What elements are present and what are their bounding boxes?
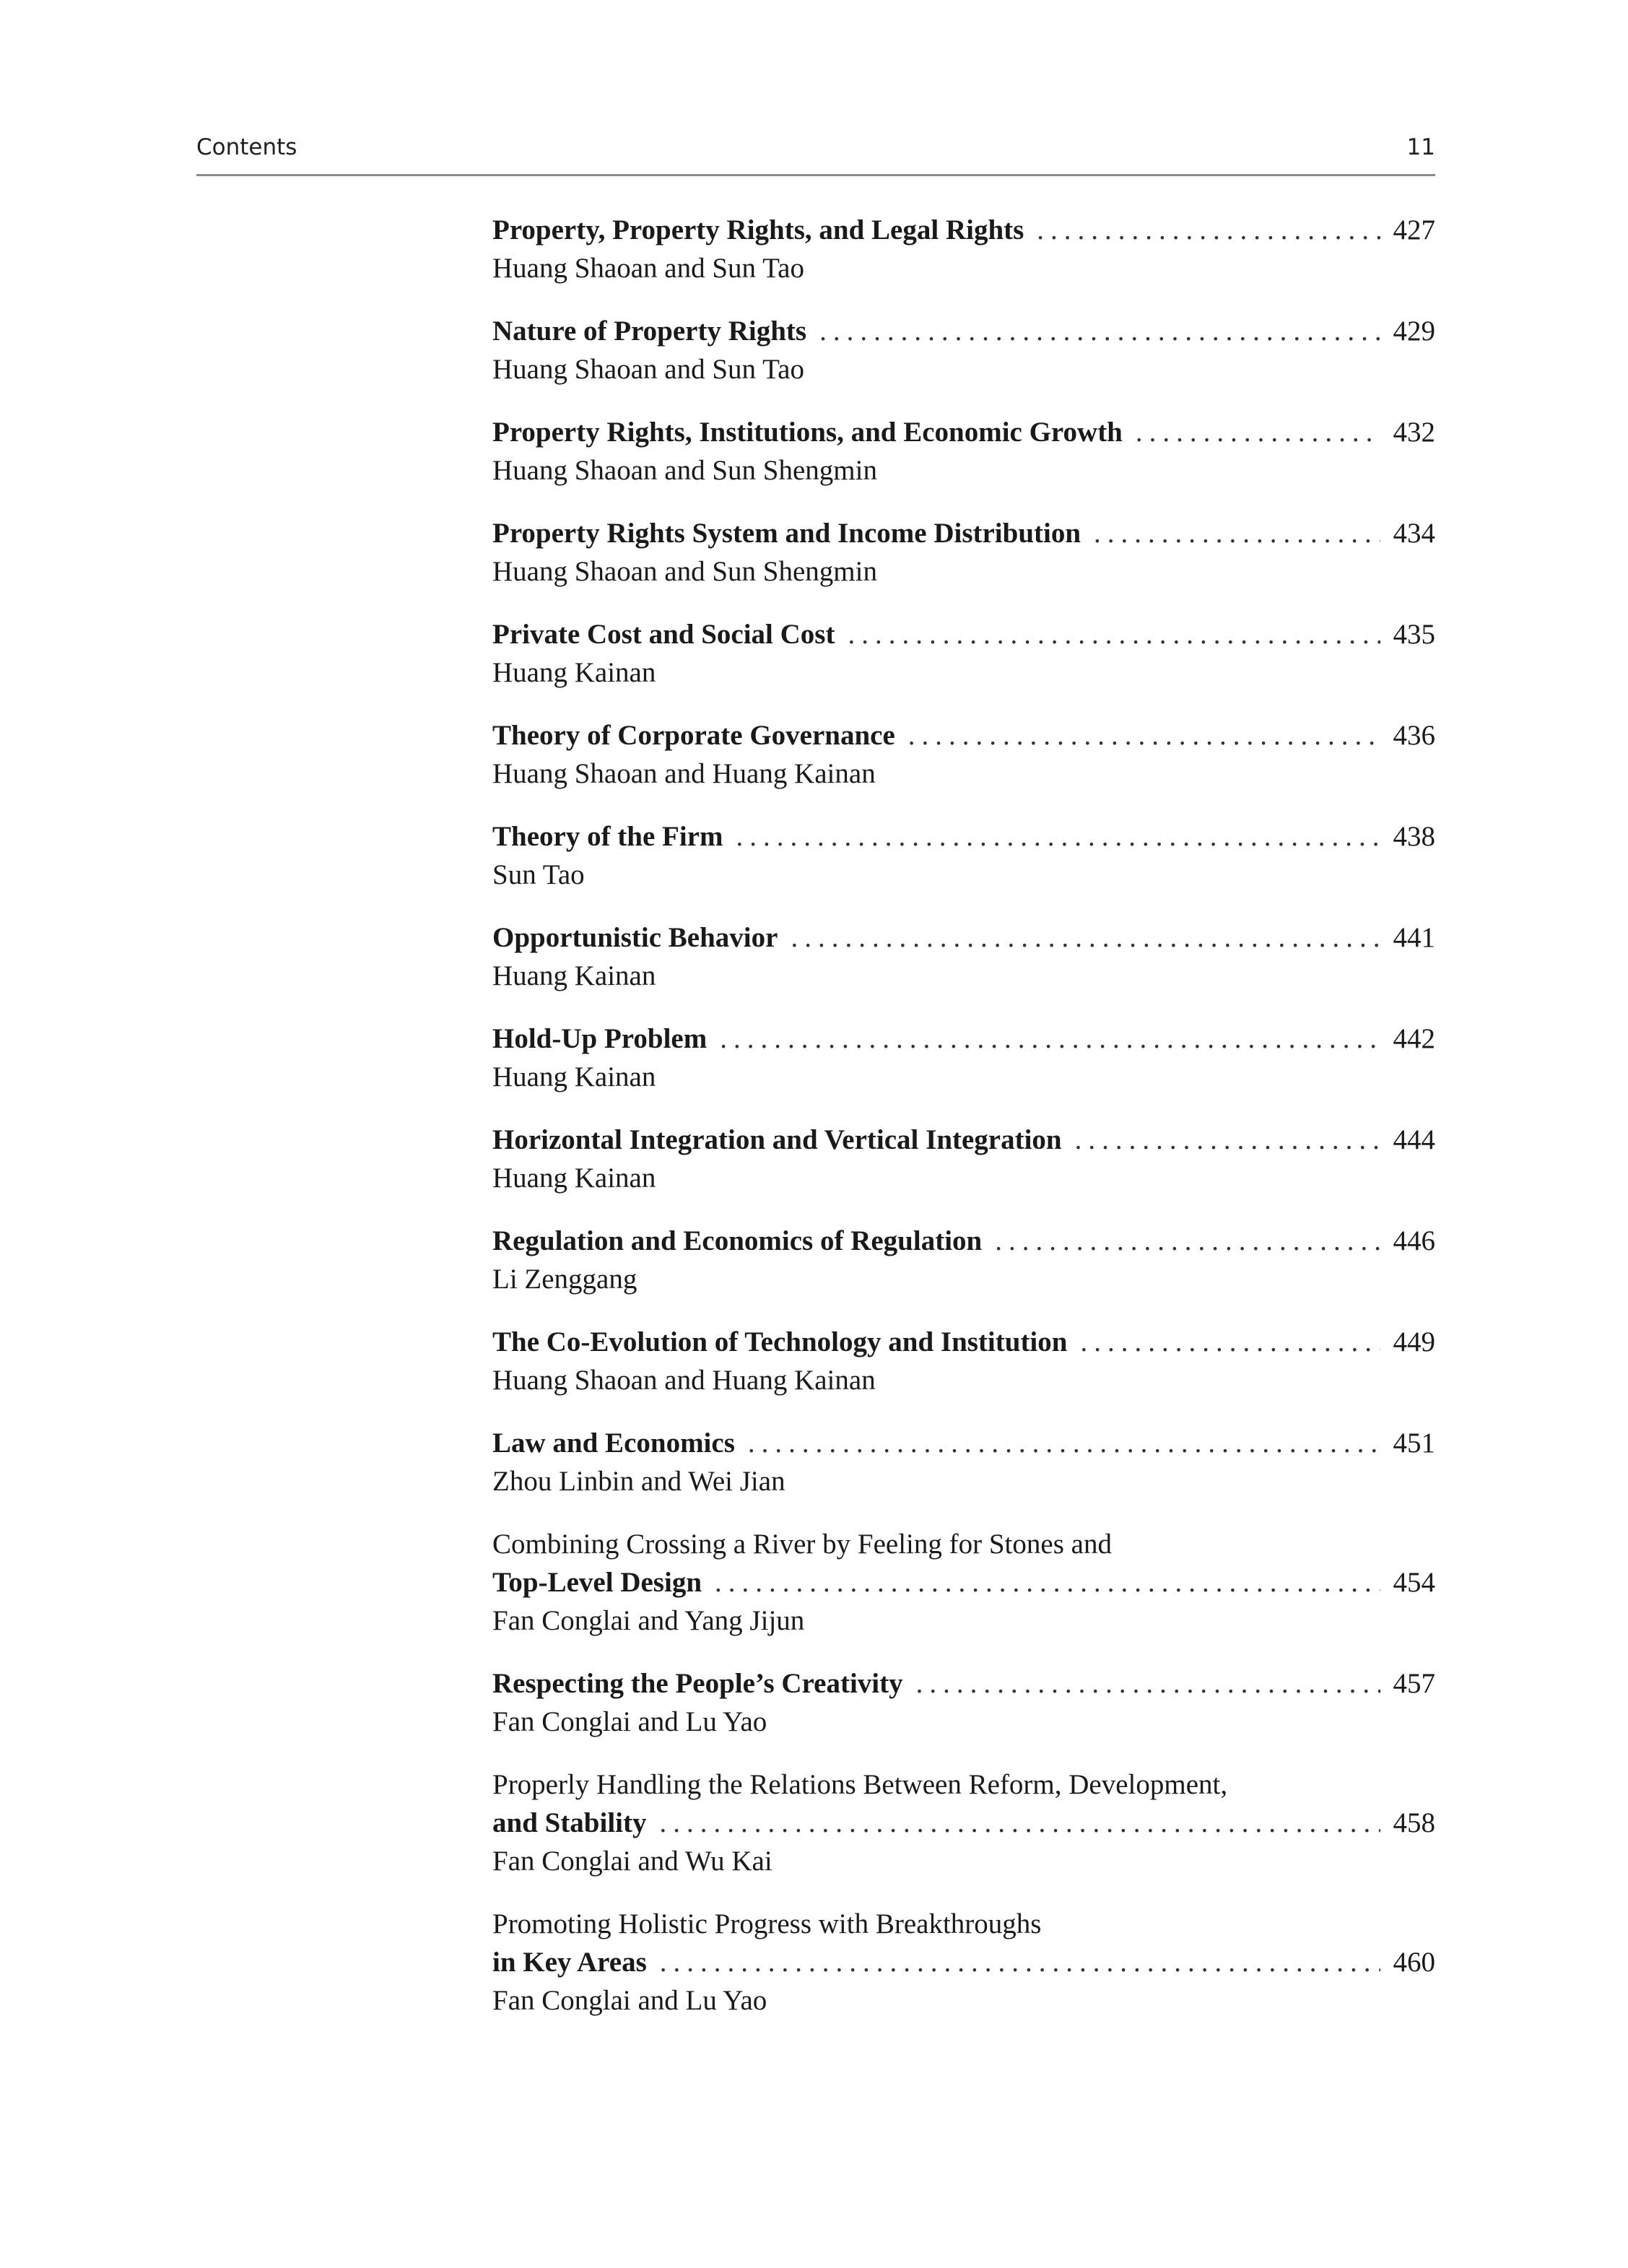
toc-entry-page[interactable]: 427	[1393, 214, 1435, 246]
toc-title-line	[492, 1664, 1435, 1703]
toc-entry-title[interactable]: Theory of Corporate Governance	[492, 720, 895, 751]
toc-entry-page[interactable]: 460	[1393, 1947, 1435, 1978]
toc-entry-title[interactable]: Property, Property Rights, and Legal Rights	[492, 214, 1024, 246]
toc-entry-title-first-line[interactable]: Combining Crossing a River by Feeling for Stones and	[492, 1529, 1112, 1560]
toc-entry-title[interactable]: Law and Economics	[492, 1428, 735, 1459]
running-head-title: Contents	[196, 134, 297, 160]
toc-title-line	[492, 1563, 1435, 1602]
toc-entry-authors: Huang Shaoan and Huang Kainan	[492, 1365, 876, 1396]
toc-entry-title[interactable]: Horizontal Integration and Vertical Integration	[492, 1124, 1062, 1155]
toc-entry[interactable]	[492, 312, 1435, 388]
toc-entry-authors: Fan Conglai and Wu Kai	[492, 1846, 772, 1877]
dot-leader	[1094, 514, 1380, 552]
toc-entry-page[interactable]: 449	[1393, 1326, 1435, 1357]
toc-entry-title-first-line[interactable]: Promoting Holistic Progress with Breakthroughs	[492, 1908, 1042, 1939]
toc-entry-page[interactable]: 441	[1393, 922, 1435, 953]
toc-entry[interactable]	[492, 1121, 1435, 1197]
toc-entry[interactable]	[492, 1525, 1435, 1640]
toc-entry-title[interactable]: Nature of Property Rights	[492, 316, 807, 347]
toc-entry[interactable]	[492, 1664, 1435, 1741]
toc-entry-page[interactable]: 458	[1393, 1807, 1435, 1838]
toc-title-line	[492, 1943, 1435, 1981]
toc-entry-authors: Li Zenggang	[492, 1264, 637, 1295]
toc-title-line	[492, 312, 1435, 350]
toc-entry-authors: Huang Shaoan and Sun Shengmin	[492, 455, 877, 486]
toc-entry[interactable]	[492, 1765, 1435, 1880]
toc-entry-authors: Huang Kainan	[492, 960, 656, 991]
toc-entry[interactable]	[492, 1905, 1435, 2020]
toc-entry[interactable]	[492, 716, 1435, 793]
toc-entry-page[interactable]: 436	[1393, 720, 1435, 751]
toc-entry-authors: Huang Shaoan and Sun Tao	[492, 253, 804, 284]
dot-leader	[720, 1020, 1380, 1058]
dot-leader	[1075, 1121, 1380, 1159]
toc-title-line	[492, 615, 1435, 653]
toc-entry-authors: Huang Shaoan and Sun Tao	[492, 354, 804, 385]
toc-entry[interactable]	[492, 514, 1435, 591]
toc-entry-authors: Fan Conglai and Lu Yao	[492, 1706, 767, 1737]
toc-entry-authors: Huang Shaoan and Huang Kainan	[492, 758, 876, 789]
toc-entry-page[interactable]: 451	[1393, 1428, 1435, 1459]
dot-leader	[748, 1424, 1380, 1462]
toc-entry[interactable]	[492, 1323, 1435, 1399]
toc-title-line	[492, 1020, 1435, 1058]
toc-entry[interactable]	[492, 1424, 1435, 1500]
toc-entry-title[interactable]: Private Cost and Social Cost	[492, 619, 835, 650]
toc-entry-title[interactable]: The Co-Evolution of Technology and Institution	[492, 1326, 1068, 1357]
toc-title-line	[492, 1323, 1435, 1361]
header-rule	[196, 174, 1435, 176]
dot-leader	[736, 817, 1380, 856]
toc-entry-page[interactable]: 446	[1393, 1225, 1435, 1256]
toc-entry-page[interactable]: 457	[1393, 1668, 1435, 1699]
dot-leader	[660, 1804, 1381, 1842]
toc-entry-title[interactable]: Regulation and Economics of Regulation	[492, 1225, 983, 1256]
toc-entry-authors: Huang Kainan	[492, 657, 656, 688]
toc-entry[interactable]	[492, 1222, 1435, 1298]
toc-entry-page[interactable]: 454	[1393, 1567, 1435, 1598]
toc-entry-title[interactable]: Opportunistic Behavior	[492, 922, 778, 953]
toc-entry-title[interactable]: Property Rights System and Income Distribution	[492, 518, 1081, 549]
dot-leader	[916, 1664, 1380, 1703]
toc-entry-title[interactable]: Top-Level Design	[492, 1567, 702, 1598]
toc-title-line	[492, 918, 1435, 957]
toc-entry-title-first-line[interactable]: Properly Handling the Relations Between Reform, Development,	[492, 1769, 1228, 1800]
toc-entry-title[interactable]: Respecting the People’s Creativity	[492, 1668, 903, 1699]
dot-leader	[848, 615, 1380, 653]
toc-entry-page[interactable]: 434	[1393, 518, 1435, 549]
dot-leader	[819, 312, 1380, 350]
toc-title-line	[492, 817, 1435, 856]
toc-entry[interactable]	[492, 211, 1435, 287]
dot-leader	[908, 716, 1380, 755]
toc-entry-page[interactable]: 429	[1393, 316, 1435, 347]
toc-title-line	[492, 514, 1435, 552]
toc-entry-page[interactable]: 442	[1393, 1023, 1435, 1054]
toc-entry-page[interactable]: 432	[1393, 417, 1435, 448]
table-of-contents	[492, 211, 1435, 2044]
toc-entry-page[interactable]: 435	[1393, 619, 1435, 650]
dot-leader	[1037, 211, 1380, 249]
toc-entry-title[interactable]: Theory of the Firm	[492, 821, 723, 852]
toc-entry-authors: Zhou Linbin and Wei Jian	[492, 1466, 785, 1497]
toc-entry[interactable]	[492, 413, 1435, 490]
toc-title-line	[492, 1804, 1435, 1842]
toc-entry-title[interactable]: in Key Areas	[492, 1947, 647, 1978]
toc-title-line	[492, 1121, 1435, 1159]
toc-entry-title[interactable]: Property Rights, Institutions, and Economic Growth	[492, 417, 1123, 448]
dot-leader	[715, 1563, 1380, 1602]
toc-title-line	[492, 1222, 1435, 1260]
dot-leader	[1080, 1323, 1380, 1361]
toc-entry-authors: Sun Tao	[492, 859, 585, 890]
dot-leader	[995, 1222, 1380, 1260]
toc-entry-authors: Fan Conglai and Yang Jijun	[492, 1605, 805, 1636]
dot-leader	[791, 918, 1380, 957]
toc-entry[interactable]	[492, 1020, 1435, 1096]
dot-leader	[1136, 413, 1380, 451]
toc-entry-authors: Huang Shaoan and Sun Shengmin	[492, 556, 877, 587]
dot-leader	[660, 1943, 1380, 1981]
toc-entry-authors: Fan Conglai and Lu Yao	[492, 1985, 767, 2016]
toc-entry[interactable]	[492, 918, 1435, 995]
running-head	[196, 130, 1435, 166]
running-head-page-number: 11	[1406, 134, 1435, 160]
toc-entry-title[interactable]: Hold-Up Problem	[492, 1023, 708, 1054]
toc-entry-page[interactable]: 444	[1393, 1124, 1435, 1155]
toc-entry-title[interactable]: and Stability	[492, 1807, 647, 1838]
toc-title-line	[492, 211, 1435, 249]
toc-entry[interactable]	[492, 615, 1435, 692]
toc-entry-authors: Huang Kainan	[492, 1163, 656, 1194]
toc-entry[interactable]	[492, 817, 1435, 894]
toc-entry-page[interactable]: 438	[1393, 821, 1435, 852]
toc-title-line	[492, 413, 1435, 451]
toc-title-line	[492, 1424, 1435, 1462]
toc-title-line	[492, 716, 1435, 755]
toc-entry-authors: Huang Kainan	[492, 1061, 656, 1092]
